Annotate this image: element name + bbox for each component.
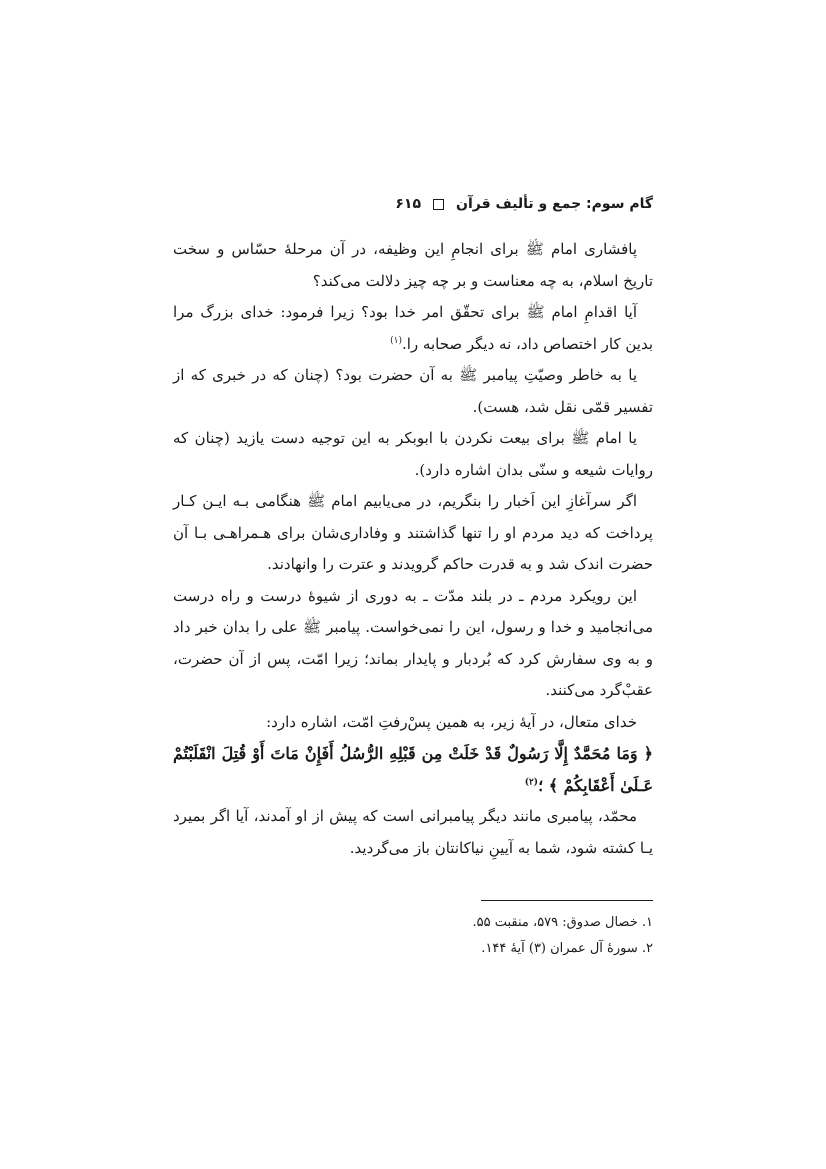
paragraph: این رویکرد مردم ـ در بلند مدّت ـ به دوری از شیوهٔ درست و راه درست می‌انجامید و خدا و رسول، این را نمی‌خواست. پیامبر ﷺ علی را بدان خبر داد و به وی سفارش کرد که بُردبار و پایدار بماند؛ زیرا امّت، پس از آن حضرت، عقبْ‌گرد می‌کنند. xyxy=(173,586,653,699)
paragraph: پافشاری امام ﷺ برای انجامِ این وظیفه، در آن مرحلهٔ حسّاس و سخت تاریخ اسلام، به چه معناست و بر چه چیز دلالت می‌کند؟ xyxy=(173,240,653,290)
paragraph: یا امام ﷺ برای بیعت نکردن با ابوبکر به این توجیه دست یازید (چنان که روایات شیعه و سنّی بدان اشاره دارد). xyxy=(173,429,653,479)
paragraph: اگر سرآغازِ این اَخبار را بنگریم، در می‌یابیم امام ﷺ هنگامی بـه ایـن کـار پرداخت که دید مردم او را تنها گذاشتند و وفاداری‌شان برای هـمراهـی بـا آن حضرت اندک شد و به قدرت حاکم گرویدند و عترت را وانهادند. xyxy=(173,492,653,573)
quran-verse xyxy=(173,738,653,801)
footnotes xyxy=(173,910,653,962)
footnote-divider xyxy=(481,900,653,901)
footnote: ۱. خصال صدوق: ۵۷۹، منقبت ۵۵. xyxy=(472,915,653,930)
paragraph xyxy=(173,297,653,360)
verse-translation: محمّد، پیامبری مانند دیگر پیامبرانی است که پیش از او آمدند، آیا اگر بمیرد یـا کشته شود، شما به آیینِ نیاکانتان باز می‌گردید. xyxy=(173,807,653,857)
footnote-mark: (۲) xyxy=(524,777,539,788)
paragraph: یا به خاطر وصیّتِ پیامبر ﷺ به آن حضرت بود؟ (چنان که در خبری که از تفسیر قمّی نقل شد، هست). xyxy=(173,366,653,416)
body-text xyxy=(173,234,653,864)
paragraph-text: آیا اقدامِ امام ﷺ برای تحقّق امر خدا بود؟ زیرا فرمود: خدای بزرگ مرا بدین کار اختصاص داد، نه دیگر صحابه را. xyxy=(173,303,653,353)
footnote-mark: (۱) xyxy=(390,335,402,346)
square-ornament-icon xyxy=(433,199,444,210)
running-head xyxy=(395,196,653,212)
page-number: ۶۱۵ xyxy=(395,196,422,212)
quran-verse-text: ﴿ وَمَا مُحَمَّدٌ إِلَّا رَسُولٌ قَدْ خَلَتْ مِن قَبْلِهِ الرُّسُلُ أَفَإِنْ مَاتَ أَوْ قُتِلَ انْقَلَبْتُمْ عَـلَىٰ أَعْقَابِكُمْ ﴾ ؛ xyxy=(173,744,653,795)
running-head-title: گام سوم: جمع و تألیف قرآن xyxy=(456,196,653,212)
paragraph: خدای متعال، در آیهٔ زیر، به همین پسْ‌رفتِ امّت، اشاره دارد: xyxy=(266,712,637,731)
footnote: ۲. سورهٔ آل عمران (۳) آیهٔ ۱۴۴. xyxy=(481,941,653,956)
